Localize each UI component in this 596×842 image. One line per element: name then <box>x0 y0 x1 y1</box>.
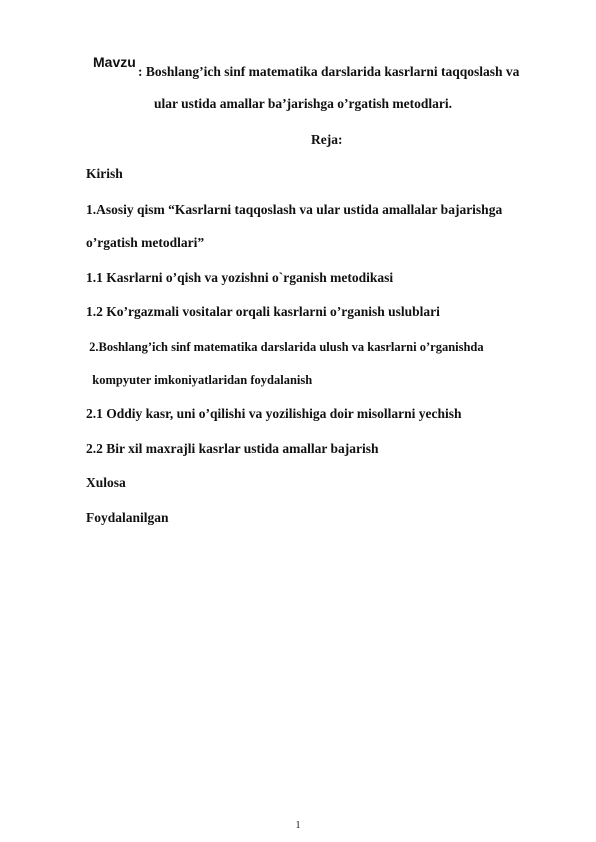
plan-item-conclusion: Xulosa <box>86 475 126 490</box>
plan-item-intro: Kirish <box>86 166 123 181</box>
plan-item-1-2: 1.2 Ko’rgazmali vositalar orqali kasrlarni o’rganish uslublari <box>86 304 440 319</box>
plan-item-1-1: 1.1 Kasrlarni o’qish va yozishni o`rganish metodikasi <box>86 270 394 285</box>
plan-item-2-2: 2.2 Bir xil maxrajli kasrlar ustida amallar bajarish <box>86 441 379 456</box>
topic-title-line-1: : Boshlang’ich sinf matematika darslarida kasrlarni taqqoslash va <box>138 64 520 79</box>
page-number: 1 <box>295 820 301 831</box>
topic-label: Mavzu <box>93 54 136 70</box>
plan-item-2-1: 2.1 Oddiy kasr, uni o’qilishi va yozilishiga doir misollarni yechish <box>86 406 462 421</box>
plan-item-2: 2.Boshlang’ich sinf matematika darslarida ulush va kasrlarni o’rganishda <box>86 340 484 354</box>
plan-heading: Reja: <box>311 132 343 147</box>
plan-item-2-cont: kompyuter imkoniyatlaridan foydalanish <box>86 373 313 387</box>
plan-item-main-part: 1.Asosiy qism “Kasrlarni taqqoslash va ular ustida amallalar bajarishga <box>86 202 503 217</box>
plan-item-main-part-cont: o’rgatish metodlari” <box>86 235 205 250</box>
topic-title-line-2: ular ustida amallar ba’jarishga o’rgatish metodlari. <box>154 96 453 111</box>
plan-item-references: Foydalanilgan <box>86 510 169 525</box>
